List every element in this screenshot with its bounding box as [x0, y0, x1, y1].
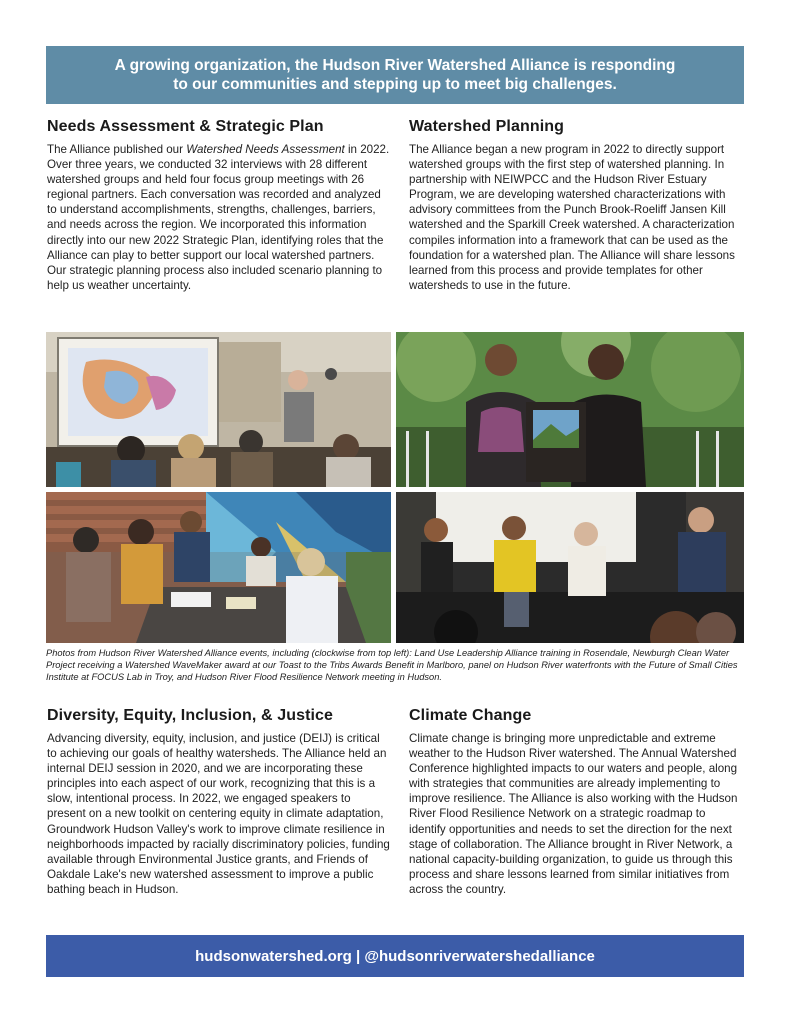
- needs-assessment-title-italic: Watershed Needs Assessment: [186, 143, 345, 156]
- photo-caption: Photos from Hudson River Watershed Alliance events, including (clockwise from top left): Land Use Leadership Alliance training in Rosendale, Newburgh Clean Water Project receiving a Watershed WaveMaker award at our Toast to the Tribs Awards Benefit in Marlboro, panel on Hudson River waterfronts with the Future of Small Cities Institute at FOCUS Lab in Troy, and Hudson River Flood Resilience Network meeting in Hudson.: [46, 648, 738, 682]
- needs-text-start: The Alliance published our: [47, 143, 187, 156]
- deij-text: Advancing diversity, equity, inclusion, and justice (DEIJ) is critical to achieving our goals of healthy watersheds. The Alliance held an internal DEIJ session in 2020, and we are incorporating these principles into each aspect of our work, recognizing that this is a slow, intentional process. In 2022, we engaged speakers to present on a new toolkit on centering equity in climate adaptation, Groundwork Hudson Valley's work to improve climate resilience in neighborhoods impacted by racially discriminatory policies, funding available through Environmental Justice grants, and Friends of Oakdale Lake's new watershed assessment to improve a public bathing beach in Hudson.: [47, 732, 390, 896]
- header-banner: [46, 46, 744, 104]
- needs-assessment-text: [47, 142, 392, 293]
- photo-wavemaker-award: [396, 332, 744, 487]
- photo-flood-resilience-meeting: [396, 492, 744, 643]
- climate-change-text: Climate change is bringing more unpredictable and extreme weather to the Hudson River watershed. The Annual Watershed Conference highlighted impacts to our waters and people, along with strategies that communities are already implementing to improve resilience. The Alliance is also working with the Hudson River Flood Resilience Network on a strategic roadmap to identify opportunities and needs to set the direction for the next stage of collaboration. The Alliance brought in River Network, a national capacity-building organization, to guide us through this process and share lessons learned from similar initiatives from across the country.: [409, 732, 738, 896]
- watershed-planning-heading: Watershed Planning: [409, 118, 565, 135]
- climate-change-section: [409, 707, 745, 897]
- needs-assessment-section: [47, 118, 392, 293]
- watershed-planning-section: [409, 118, 745, 293]
- needs-text-end: in 2022. Over three years, we conducted 32 interviews with 28 different watershed groups and held four focus group meetings with 26 regional partners. Each conversation was recorded and analyzed to understand accomplishments, strengths, challenges, barriers, and needs across the region. We incorporated this information directly into our new 2022 Strategic Plan, identifying roles that the Alliance can play to better support our local watershed partners. Our strategic planning process also included scenario planning to help us weather uncertainty.: [47, 143, 390, 292]
- deij-section: [47, 707, 392, 897]
- photo-small-cities-panel: [46, 492, 391, 643]
- needs-assessment-heading: Needs Assessment & Strategic Plan: [47, 118, 324, 135]
- watershed-planning-text: The Alliance began a new program in 2022 to directly support watershed groups with the first step of watershed planning. In partnership with NEIWPCC and the Hudson River Estuary Program, we are developing watershed characterizations with advisory committees from the Punch Brook-Roeliff Jansen Kill watershed and the Sparkill Creek watershed. A characterization compiles information into a framework that can be used as the foundation for a watershed plan. The Alliance will share lessons learned from this process and provide templates for other watersheds to use in the future.: [409, 143, 735, 292]
- deij-heading: Diversity, Equity, Inclusion, & Justice: [47, 707, 334, 724]
- photo-land-use-training: [46, 332, 391, 487]
- climate-change-heading: Climate Change: [409, 707, 532, 724]
- footer-links[interactable]: hudsonwatershed.org | @hudsonriverwatershedalliance: [46, 935, 744, 977]
- banner-line-2: to our communities and stepping up to meet big challenges.: [173, 76, 617, 93]
- banner-line-1: A growing organization, the Hudson River Watershed Alliance is responding: [114, 57, 676, 74]
